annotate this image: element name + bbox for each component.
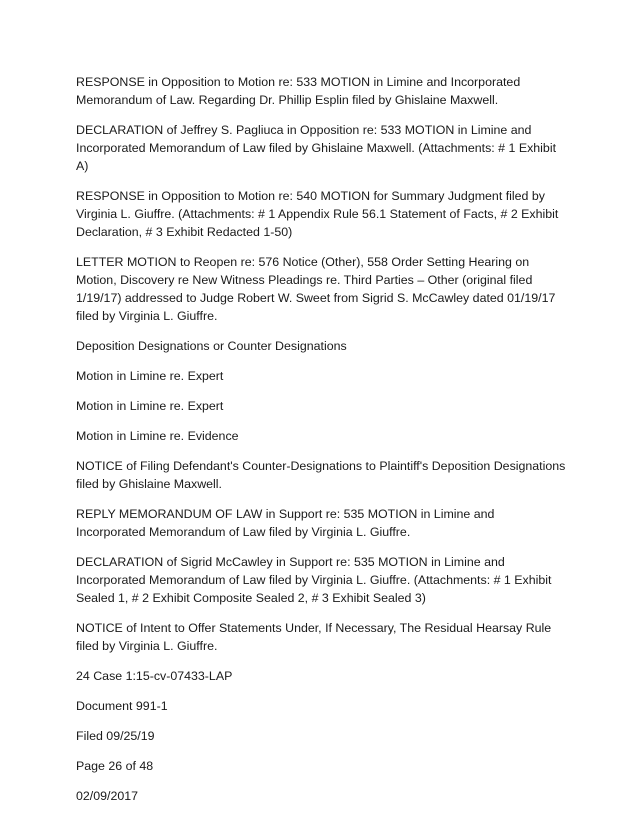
entry-declaration-pagliuca: DECLARATION of Jeffrey S. Pagliuca in Opposition re: 533 MOTION in Limine and Incorporated Memorandum of Law filed by Ghislaine Maxwell. (Attachments: # 1 Exhibit A): [76, 123, 557, 173]
entry-motion-limine-evidence: Motion in Limine re. Evidence: [76, 429, 239, 443]
entry-response-summary-judgment: RESPONSE in Opposition to Motion re: 540 MOTION for Summary Judgment filed by Virginia L. Giuffre. (Attachments: # 1 Appendix Rule 56.1 Statement of Facts, # 2 Exhibit Declaration, # 3 Exhibit Redacted 1-50): [76, 189, 559, 239]
entry-letter-motion-reopen: LETTER MOTION to Reopen re: 576 Notice (Other), 558 Order Setting Hearing on Motion, Discovery re New Witness Pleadings re. Third Parties – Other (original filed 1/19/17) addressed to Judge Robert W. Sweet from Sigrid S. McCawley dated 01/19/17 filed by Virginia L. Giuffre.: [76, 255, 556, 323]
entry-date: 02/09/2017: [76, 789, 139, 803]
entry-deposition-designations: Deposition Designations or Counter Designations: [76, 339, 347, 353]
entry-motion-limine-expert-2: Motion in Limine re. Expert: [76, 399, 224, 413]
entry-reply-memorandum: REPLY MEMORANDUM OF LAW in Support re: 535 MOTION in Limine and Incorporated Memorandum of Law filed by Virginia L. Giuffre.: [76, 507, 495, 539]
document-body: [76, 73, 566, 817]
entry-notice-counter-designations: NOTICE of Filing Defendant's Counter-Designations to Plaintiff's Deposition Designations filed by Ghislaine Maxwell.: [76, 459, 566, 491]
entry-declaration-mccawley: DECLARATION of Sigrid McCawley in Support re: 535 MOTION in Limine and Incorporated Memorandum of Law filed by Virginia L. Giuffre. (Attachments: # 1 Exhibit Sealed 1, # 2 Exhibit Composite Sealed 2, # 3 Exhibit Sealed 3): [76, 555, 552, 605]
case-number: 24 Case 1:15-cv-07433-LAP: [76, 669, 233, 683]
entry-motion-limine-expert-1: Motion in Limine re. Expert: [76, 369, 224, 383]
entry-notice-hearsay: NOTICE of Intent to Offer Statements Under, If Necessary, The Residual Hearsay Rule filed by Virginia L. Giuffre.: [76, 621, 552, 653]
document-number: Document 991-1: [76, 699, 168, 713]
page-number: Page 26 of 48: [76, 759, 154, 773]
entry-response-esplin: RESPONSE in Opposition to Motion re: 533 MOTION in Limine and Incorporated Memorandum of Law. Regarding Dr. Phillip Esplin filed by Ghislaine Maxwell.: [76, 75, 521, 107]
filed-date: Filed 09/25/19: [76, 729, 155, 743]
